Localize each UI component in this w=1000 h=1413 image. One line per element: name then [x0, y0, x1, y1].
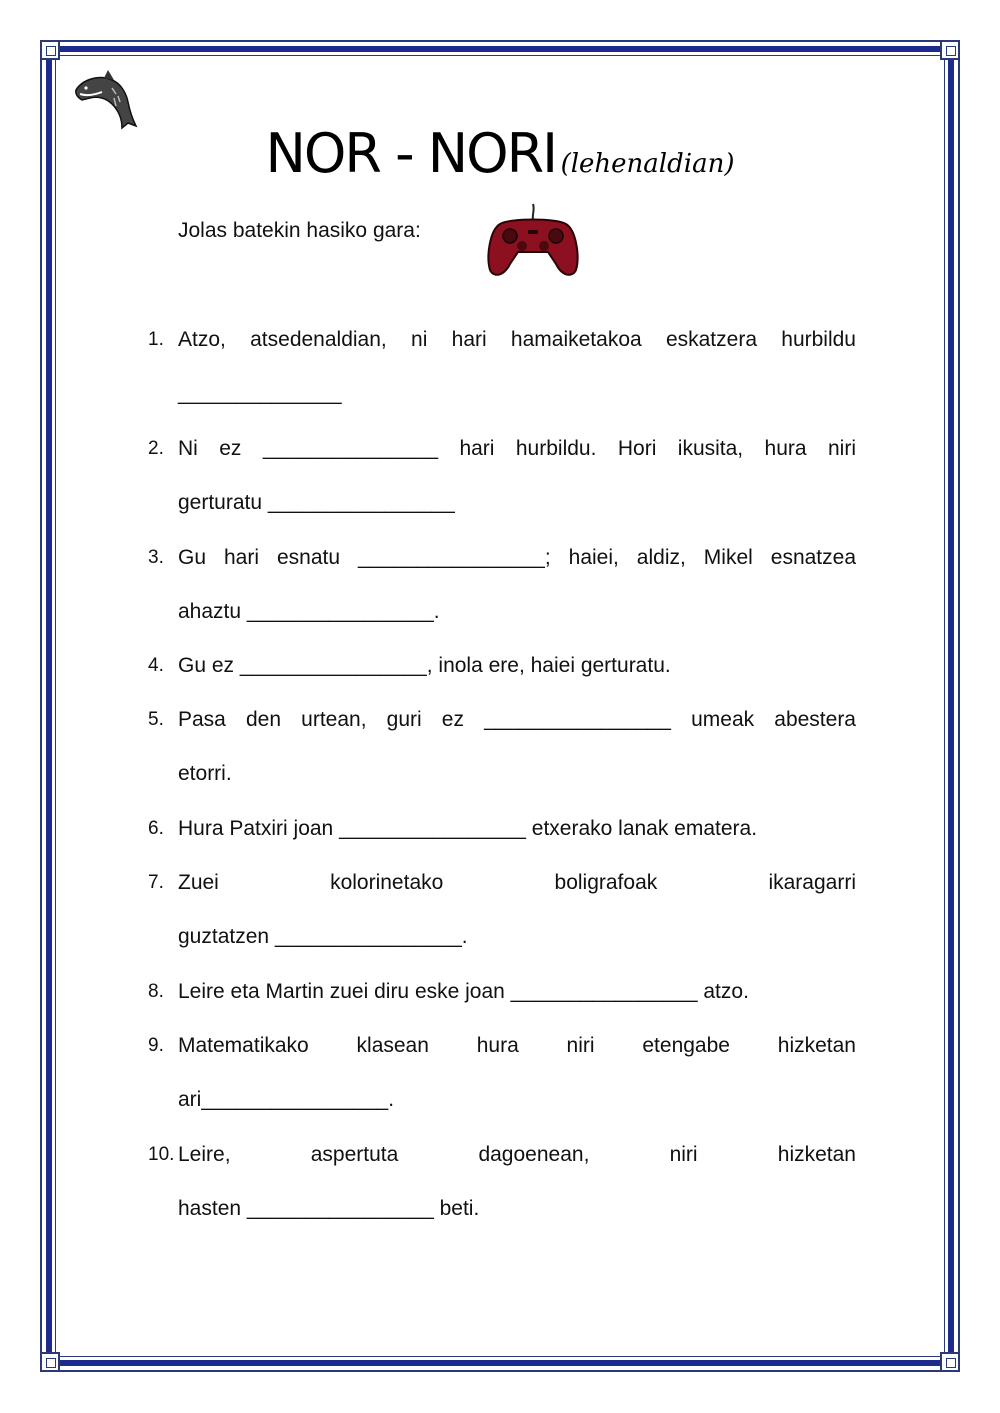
item-6-line-1: Hura Patxiri joan ________________ etxerako lanak ematera. [178, 817, 758, 840]
title-main: NOR - NORI [265, 122, 557, 185]
intro-text: Jolas batekin hasiko gara: [178, 219, 421, 242]
page-title [0, 122, 1000, 185]
item-2-line-1: Ni ez _______________ hari hurbildu. Hori ikusita, hura niri [178, 437, 856, 460]
item-1-line-2: ______________ [178, 382, 342, 405]
item-number: 3. [148, 547, 164, 568]
corner-ornament [40, 1352, 60, 1372]
item-9-line-2: ari________________. [178, 1088, 395, 1111]
item-10-line-2: hasten ________________ beti. [178, 1197, 480, 1220]
item-3-line-1: Gu hari esnatu ________________; haiei, aldiz, Mikel esnatzea [178, 546, 856, 569]
item-9-line-1: Matematikako klasean hura niri etengabe hizketan [178, 1034, 856, 1057]
item-number: 8. [148, 981, 164, 1002]
item-number: 9. [148, 1035, 164, 1056]
item-number: 10. [148, 1144, 175, 1165]
item-number: 4. [148, 655, 164, 676]
item-2-line-2: gerturatu ________________ [178, 491, 455, 514]
item-4-line-1: Gu ez ________________, inola ere, haiei gerturatu. [178, 654, 671, 677]
gamepad-icon [486, 200, 580, 278]
item-5-line-2: etorri. [178, 762, 232, 785]
item-8-line-1: Leire eta Martin zuei diru eske joan ________________ atzo. [178, 980, 749, 1003]
item-5-line-1: Pasa den urtean, guri ez ________________ umeak abestera [178, 708, 856, 731]
item-1-line-1: Atzo, atsedenaldian, ni hari hamaiketakoa eskatzera hurbildu [178, 328, 856, 351]
item-number: 2. [148, 438, 164, 459]
item-3-line-2: ahaztu ________________. [178, 600, 440, 623]
dolphin-icon [72, 68, 138, 130]
item-number: 1. [148, 329, 164, 350]
item-number: 7. [148, 872, 164, 893]
item-10-line-1: Leire, aspertuta dagoenean, niri hizketan [178, 1143, 856, 1166]
item-number: 6. [148, 818, 164, 839]
item-7-line-1: Zuei kolorinetako boligrafoak ikaragarri [178, 871, 856, 894]
corner-ornament [40, 40, 60, 60]
item-number: 5. [148, 709, 164, 730]
item-7-line-2: guztatzen ________________. [178, 925, 468, 948]
corner-ornament [940, 40, 960, 60]
title-subtitle: (lehenaldian) [560, 149, 735, 179]
corner-ornament [940, 1352, 960, 1372]
